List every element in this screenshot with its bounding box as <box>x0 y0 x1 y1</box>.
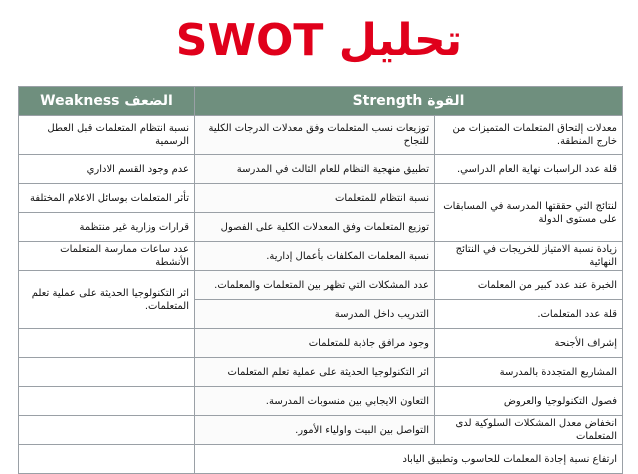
table-row <box>19 329 623 358</box>
strength-cell: اثر التكنولوجيا الحديثة على عملية تعلم المتعلمات <box>195 358 435 387</box>
strength-cell: نسبة انتظام للمتعلمات <box>195 184 435 213</box>
weakness-cell: عدم وجود القسم الاداري <box>19 155 195 184</box>
table-row <box>19 445 623 474</box>
strength-cell: قلة عدد الراسبات نهاية العام الدراسي. <box>435 155 623 184</box>
strength-cell: توزيعات نسب المتعلمات وفق معدلات الدرجات الكلية للنجاح <box>195 116 435 155</box>
strength-header <box>195 87 623 116</box>
strength-cell: توزيع المتعلمات وفق المعدلات الكلية على الفصول <box>195 213 435 242</box>
table-row <box>19 242 623 271</box>
strength-cell: التواصل بين البيت واولياء الأمور. <box>195 416 435 445</box>
strength-cell: إشراف الأجنحة <box>435 329 623 358</box>
strength-cell: المشاريع المتجددة بالمدرسة <box>435 358 623 387</box>
strength-cell: انخفاض معدل المشكلات السلوكية لدى المتعلمات <box>435 416 623 445</box>
strength-header-en: Strength <box>352 92 423 109</box>
table-row <box>19 271 623 300</box>
weakness-cell: قرارات وزارية غير منتظمة <box>19 213 195 242</box>
strength-cell: الخبرة عند عدد كبير من المعلمات <box>435 271 623 300</box>
strength-cell: ارتفاع نسبة إجادة المعلمات للحاسوب وتطبيق الياباد <box>195 445 623 474</box>
header-row <box>19 87 623 116</box>
weakness-header-en: Weakness <box>40 92 120 109</box>
strength-cell: عدد المشكلات التي تظهر بين المتعلمات والمعلمات. <box>195 271 435 300</box>
strength-cell: التدريب داخل المدرسة <box>195 300 435 329</box>
weakness-cell: نسبة انتظام المتعلمات قبل العطل الرسمية <box>19 116 195 155</box>
weakness-header-ar: الضعف <box>124 92 173 109</box>
weakness-cell <box>19 416 195 445</box>
weakness-cell <box>19 387 195 416</box>
table-row <box>19 184 623 213</box>
table-row <box>19 387 623 416</box>
strength-cell: معدلات إلتحاق المتعلمات المتميزات من خارج المنطقة. <box>435 116 623 155</box>
strength-cell: زيادة نسبة الامتياز للخريجات في النتائج النهائية <box>435 242 623 271</box>
title-swot: SWOT <box>175 15 324 66</box>
strength-cell: لنتائج التي حققتها المدرسة في المسابقات على مستوى الدولة <box>435 184 623 242</box>
weakness-header <box>19 87 195 116</box>
weakness-cell <box>19 445 195 474</box>
weakness-cell: اثر التكنولوجيا الحديثة على عملية تعلم المتعلمات. <box>19 271 195 329</box>
strength-cell: قلة عدد المتعلمات. <box>435 300 623 329</box>
strength-header-ar: القوة <box>427 92 465 109</box>
table-row <box>19 155 623 184</box>
table-row <box>19 416 623 445</box>
title-arabic: تحليل <box>338 15 463 66</box>
strength-cell: التعاون الايجابي بين منسوبات المدرسة. <box>195 387 435 416</box>
page-title <box>0 6 638 76</box>
table-row <box>19 116 623 155</box>
weakness-cell: تأثر المتعلمات بوسائل الاعلام المختلفة <box>19 184 195 213</box>
strength-cell: تطبيق منهجية النظام للعام الثالث في المدرسة <box>195 155 435 184</box>
weakness-cell: عدد ساعات ممارسة المتعلمات الأنشطة <box>19 242 195 271</box>
strength-cell: وجود مرافق جاذبة للمتعلمات <box>195 329 435 358</box>
weakness-cell <box>19 329 195 358</box>
table-row <box>19 358 623 387</box>
strength-cell: فصول التكنولوجيا والعروض <box>435 387 623 416</box>
weakness-cell <box>19 358 195 387</box>
swot-table <box>18 86 623 474</box>
strength-cell: نسبة المعلمات المكلفات بأعمال إدارية. <box>195 242 435 271</box>
